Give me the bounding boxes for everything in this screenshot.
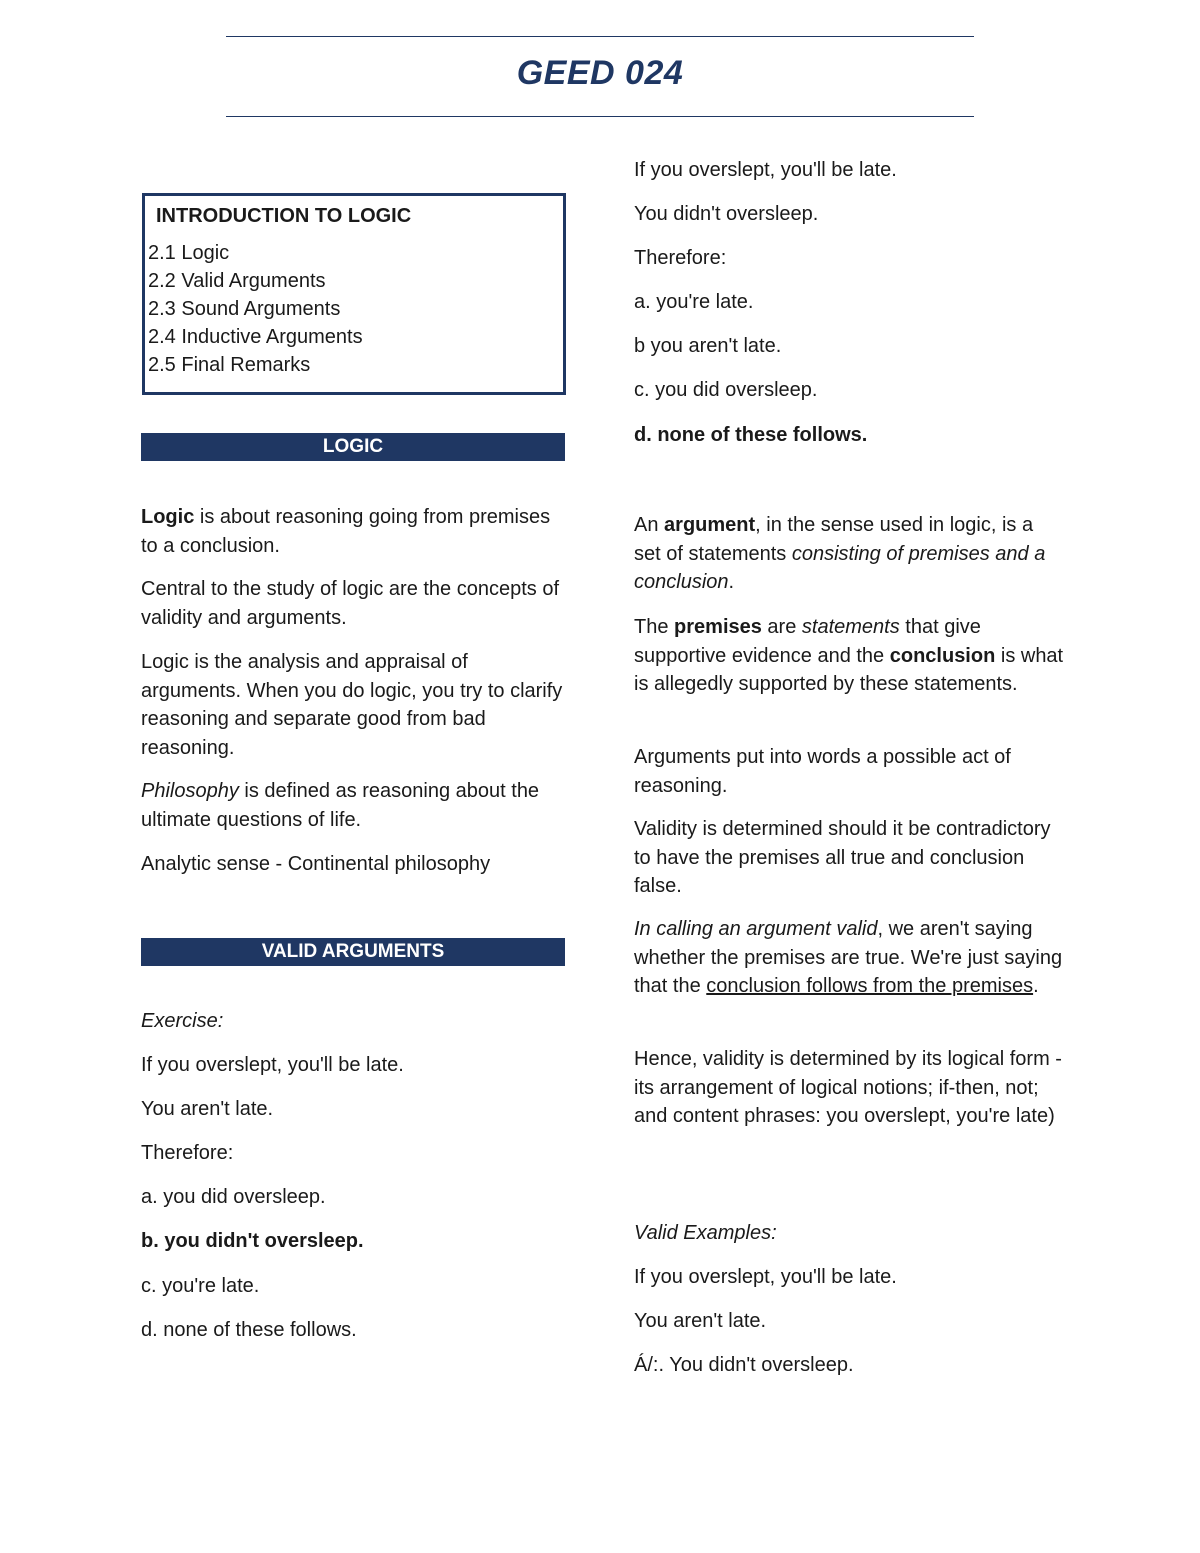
exercise1-premise-1: If you overslept, you'll be late. bbox=[141, 1054, 404, 1076]
argument-p1-text-a: An bbox=[634, 514, 665, 536]
document-title: GEED 024 bbox=[516, 54, 684, 92]
argument-p5-text-b: . bbox=[1033, 975, 1039, 997]
logic-paragraph-5: Analytic sense - Continental philosophy bbox=[141, 853, 491, 875]
exercise2-option-d-answer: d. none of these follows. bbox=[634, 424, 868, 446]
exercise1-option-a: a. you did oversleep. bbox=[141, 1186, 326, 1208]
logic-paragraph-3: Logic is the analysis and appraisal of arguments. When you do logic, you try to clarify reasoning and separate good from bad reasoning. bbox=[141, 651, 563, 759]
logic-paragraph-1 bbox=[141, 503, 566, 560]
argument-paragraph-3: Arguments put into words a possible act of reasoning. bbox=[634, 746, 1011, 797]
section-banner-logic: LOGIC bbox=[141, 433, 565, 461]
exercise2-premise-1: If you overslept, you'll be late. bbox=[634, 159, 897, 181]
toc-item-sound-arguments: 2.3 Sound Arguments bbox=[148, 298, 341, 320]
exercise1-option-b-answer: b. you didn't oversleep. bbox=[141, 1230, 364, 1252]
valid-example-line-1: If you overslept, you'll be late. bbox=[634, 1266, 897, 1288]
exercise2-therefore: Therefore: bbox=[634, 247, 727, 269]
logic-term: Logic bbox=[141, 506, 195, 528]
valid-example-line-3: Á/:. You didn't oversleep. bbox=[634, 1354, 854, 1376]
statements-term: statements bbox=[801, 616, 900, 638]
exercise1-therefore: Therefore: bbox=[141, 1142, 234, 1164]
argument-p2-text-b: are bbox=[761, 616, 802, 638]
exercise2-option-a: a. you're late. bbox=[634, 291, 754, 313]
logic-paragraph-4-text: is defined as reasoning about the ultimate questions of life. bbox=[141, 780, 540, 831]
exercise2-option-c: c. you did oversleep. bbox=[634, 379, 818, 401]
logic-paragraph-2: Central to the study of logic are the concepts of validity and arguments. bbox=[141, 578, 560, 629]
argument-p2-text-d: is what is allegedly supported by these statements. bbox=[634, 644, 1064, 695]
premises-term: premises bbox=[674, 616, 762, 638]
argument-p1-italic: consisting of premises and a conclusion bbox=[634, 542, 1046, 593]
toc-item-inductive-arguments: 2.4 Inductive Arguments bbox=[148, 326, 363, 348]
logic-paragraph-4 bbox=[141, 777, 566, 834]
argument-paragraph-1 bbox=[634, 511, 1064, 597]
logic-paragraph-1-text: is about reasoning going from premises to a conclusion. bbox=[141, 506, 551, 557]
argument-p2-text-c: that give supportive evidence and the bbox=[634, 616, 981, 667]
toc-item-final-remarks: 2.5 Final Remarks bbox=[148, 354, 311, 376]
exercise-label: Exercise: bbox=[141, 1010, 224, 1032]
argument-p5-underline: conclusion follows from the premises bbox=[706, 975, 1034, 997]
argument-paragraph-4: Validity is determined should it be contradictory to have the premises all true and conclusion false. bbox=[634, 818, 1051, 897]
argument-paragraph-2 bbox=[634, 613, 1064, 699]
header-rule-bottom bbox=[226, 116, 974, 117]
toc-item-logic: 2.1 Logic bbox=[148, 242, 230, 264]
argument-term: argument bbox=[664, 514, 756, 536]
toc-box bbox=[142, 193, 566, 395]
section-banner-valid-arguments: VALID ARGUMENTS bbox=[141, 938, 565, 966]
philosophy-term: Philosophy bbox=[141, 780, 239, 802]
exercise1-premise-2: You aren't late. bbox=[141, 1098, 274, 1120]
valid-example-line-2: You aren't late. bbox=[634, 1310, 767, 1332]
toc-title: INTRODUCTION TO LOGIC bbox=[156, 205, 412, 227]
argument-paragraph-5 bbox=[634, 915, 1064, 1001]
header-rule-top bbox=[226, 36, 974, 37]
toc-item-valid-arguments: 2.2 Valid Arguments bbox=[148, 270, 326, 292]
conclusion-term: conclusion bbox=[889, 644, 996, 667]
argument-p2-text-a: The bbox=[634, 616, 675, 638]
exercise2-option-b: b you aren't late. bbox=[634, 335, 782, 357]
exercise2-premise-2: You didn't oversleep. bbox=[634, 203, 819, 225]
argument-p1-text-c: . bbox=[728, 571, 735, 593]
exercise1-option-c: c. you're late. bbox=[141, 1275, 260, 1297]
argument-paragraph-6: Hence, validity is determined by its logical form - its arrangement of logical notions; if-then, not; and content phrases: you overslept, you're late) bbox=[634, 1048, 1062, 1127]
valid-examples-label: Valid Examples: bbox=[634, 1222, 777, 1244]
exercise1-option-d: d. none of these follows. bbox=[141, 1319, 357, 1341]
argument-p5-text-a: , we aren't saying whether the premises are true. We're just saying that the bbox=[634, 918, 1063, 997]
argument-p1-text-b: , in the sense used in logic, is a set of statements bbox=[634, 514, 1034, 565]
argument-p5-italic: In calling an argument valid bbox=[634, 918, 878, 940]
